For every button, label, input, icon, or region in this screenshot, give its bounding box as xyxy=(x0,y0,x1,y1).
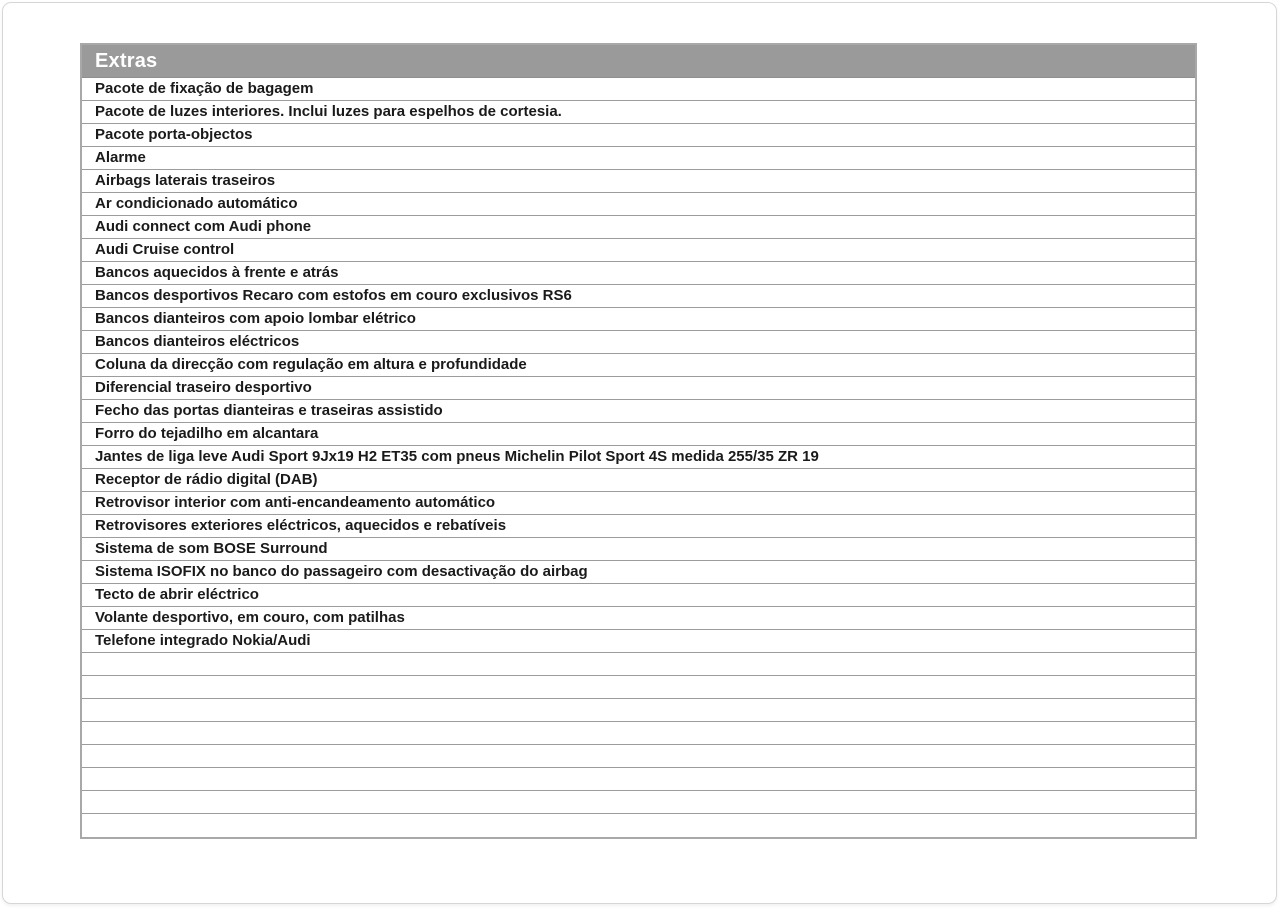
table-row-label: Pacote de fixação de bagagem xyxy=(95,80,314,97)
table-row xyxy=(82,308,1195,331)
table-row-label: Bancos desportivos Recaro com estofos em couro exclusivos RS6 xyxy=(95,287,572,304)
table-row-label: Tecto de abrir eléctrico xyxy=(95,586,259,603)
table-row xyxy=(82,193,1195,216)
table-row xyxy=(82,262,1195,285)
table-row-label: Receptor de rádio digital (DAB) xyxy=(95,471,318,488)
table-row-label: Retrovisores exteriores eléctricos, aquecidos e rebatíveis xyxy=(95,517,507,534)
table-row xyxy=(82,331,1195,354)
table-row-empty xyxy=(82,814,1195,837)
table-row xyxy=(82,607,1195,630)
table-row xyxy=(82,285,1195,308)
table-row xyxy=(82,630,1195,653)
table-row xyxy=(82,423,1195,446)
table-row xyxy=(82,147,1195,170)
table-row-label: Jantes de liga leve Audi Sport 9Jx19 H2 ET35 com pneus Michelin Pilot Sport 4S medida 255/35 ZR 19 xyxy=(95,448,819,465)
table-header-label: Extras xyxy=(95,49,158,72)
table-row xyxy=(82,124,1195,147)
table-row-label: Volante desportivo, em couro, com patilhas xyxy=(95,609,405,626)
table-row xyxy=(82,492,1195,515)
table-row-label: Retrovisor interior com anti-encandeamento automático xyxy=(95,494,496,511)
table-row-empty xyxy=(82,676,1195,699)
table-row-empty xyxy=(82,745,1195,768)
table-row-label: Forro do tejadilho em alcantara xyxy=(95,425,319,442)
table-row-label: Bancos aquecidos à frente e atrás xyxy=(95,264,339,281)
table-header xyxy=(82,45,1195,78)
table-row-label: Bancos dianteiros eléctricos xyxy=(95,333,300,350)
table-row-label: Bancos dianteiros com apoio lombar elétrico xyxy=(95,310,416,327)
table-row xyxy=(82,446,1195,469)
table-row-empty xyxy=(82,699,1195,722)
table-row-label: Ar condicionado automático xyxy=(95,195,298,212)
table-row-label: Coluna da direcção com regulação em altura e profundidade xyxy=(95,356,527,373)
table-row-label: Fecho das portas dianteiras e traseiras assistido xyxy=(95,402,443,419)
table-body xyxy=(82,78,1195,837)
table-row-label: Alarme xyxy=(95,149,146,166)
table-row-empty xyxy=(82,768,1195,791)
table-row-empty xyxy=(82,722,1195,745)
table-row xyxy=(82,400,1195,423)
table-row xyxy=(82,216,1195,239)
table-row-label: Sistema de som BOSE Surround xyxy=(95,540,328,557)
table-row xyxy=(82,515,1195,538)
table-row-label: Diferencial traseiro desportivo xyxy=(95,379,312,396)
table-row-label: Telefone integrado Nokia/Audi xyxy=(95,632,311,649)
table-row-label: Airbags laterais traseiros xyxy=(95,172,276,189)
table-row xyxy=(82,377,1195,400)
table-row-label: Pacote porta-objectos xyxy=(95,126,253,143)
table-row-label: Audi connect com Audi phone xyxy=(95,218,312,235)
table-row xyxy=(82,469,1195,492)
table-row xyxy=(82,561,1195,584)
table-row xyxy=(82,239,1195,262)
extras-table xyxy=(80,43,1197,839)
table-row xyxy=(82,78,1195,101)
table-row xyxy=(82,170,1195,193)
table-row-label: Sistema ISOFIX no banco do passageiro com desactivação do airbag xyxy=(95,563,588,580)
table-row xyxy=(82,101,1195,124)
table-row-label: Audi Cruise control xyxy=(95,241,235,258)
table-row-label: Pacote de luzes interiores. Inclui luzes para espelhos de cortesia. xyxy=(95,103,562,120)
table-row xyxy=(82,584,1195,607)
table-row-empty xyxy=(82,791,1195,814)
table-row xyxy=(82,538,1195,561)
table-row xyxy=(82,354,1195,377)
table-row-empty xyxy=(82,653,1195,676)
